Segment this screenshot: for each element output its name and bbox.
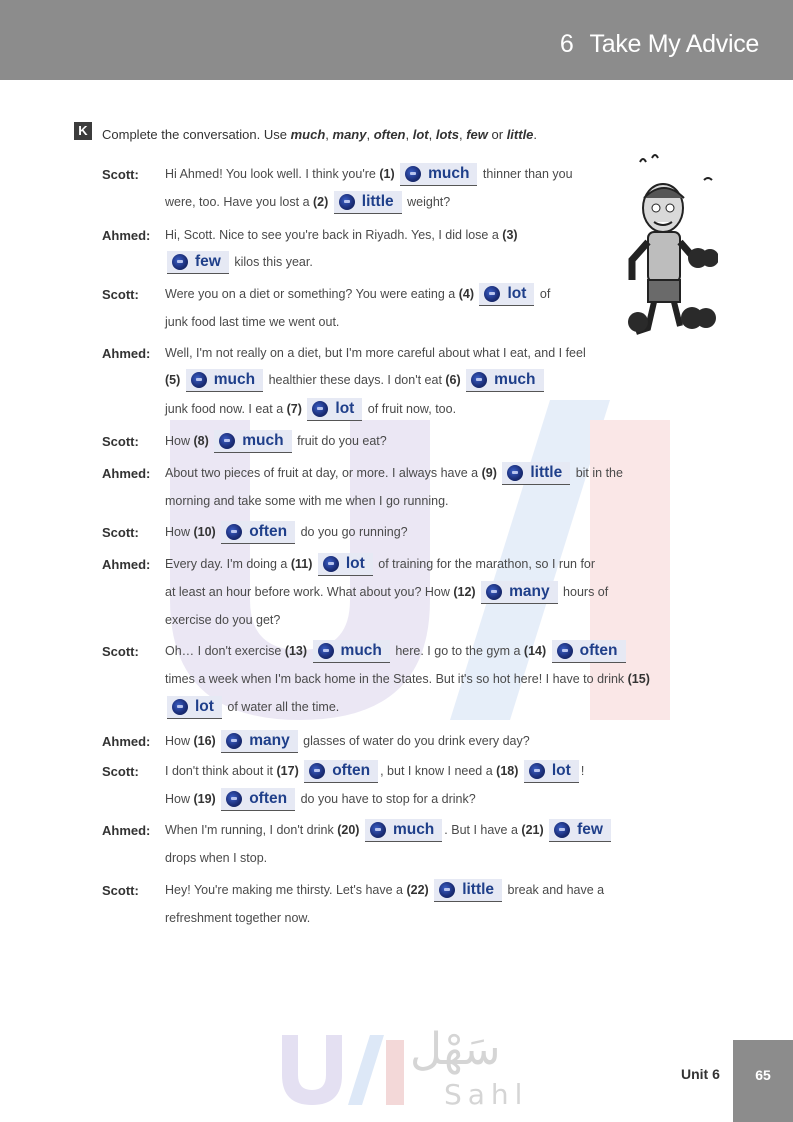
blank-number: (5) <box>165 373 181 387</box>
answer-text: lot <box>345 555 365 573</box>
answer-5[interactable] <box>186 369 263 392</box>
blank-number: (2) <box>313 195 329 209</box>
answer-icon <box>557 643 573 659</box>
text: Oh… I don't exercise <box>165 644 285 658</box>
dialogue-line <box>165 668 650 690</box>
speaker-scott: Scott: <box>102 883 139 898</box>
dialogue-line <box>165 581 608 603</box>
answer-icon <box>484 286 500 302</box>
answer-15[interactable] <box>167 696 222 719</box>
answer-icon <box>486 584 502 600</box>
dialogue-line <box>165 342 586 364</box>
answer-icon <box>471 372 487 388</box>
text: , but I know I need a <box>380 764 497 778</box>
blank-number: (13) <box>284 644 308 658</box>
dialogue-line <box>165 191 450 213</box>
sep: , <box>325 127 333 142</box>
speaker-scott: Scott: <box>102 287 139 302</box>
exercise-instruction <box>102 127 537 142</box>
text: How <box>165 525 194 539</box>
answer-text: few <box>577 821 603 839</box>
text: Were you on a diet or something? You were eating a <box>165 287 459 301</box>
answer-text: lot <box>507 285 527 303</box>
answer-icon <box>507 465 523 481</box>
answer-21[interactable] <box>549 819 611 842</box>
text: ! <box>580 764 585 778</box>
chapter-name: Take My Advice <box>589 30 759 58</box>
answer-text: many <box>509 583 550 601</box>
dialogue-line <box>165 847 267 869</box>
dialogue-line <box>165 490 449 512</box>
text: Every day. I'm doing a <box>165 557 291 571</box>
answer-text: little <box>361 193 394 211</box>
speaker-scott: Scott: <box>102 434 139 449</box>
blank-number: (3) <box>502 228 518 242</box>
text: When I'm running, I don't drink <box>165 823 338 837</box>
dialogue-line <box>165 462 623 484</box>
blank-number: (9) <box>481 466 497 480</box>
word-few: few <box>466 127 488 142</box>
text: Hey! You're making me thirsty. Let's have a <box>165 883 407 897</box>
speaker-ahmed: Ahmed: <box>102 466 151 481</box>
speaker-scott: Scott: <box>102 167 139 182</box>
answer-text: much <box>242 432 284 450</box>
answer-icon <box>191 372 207 388</box>
answer-16[interactable] <box>221 730 298 753</box>
answer-icon <box>312 401 328 417</box>
text: Hi, Scott. Nice to see you're back in Riyadh. Yes, I did lose a <box>165 228 503 242</box>
footer-unit-label: Unit 6 <box>681 1066 720 1082</box>
answer-14[interactable] <box>552 640 626 663</box>
answer-3[interactable] <box>167 251 229 274</box>
answer-icon <box>339 194 355 210</box>
answer-2[interactable] <box>334 191 402 214</box>
answer-text: many <box>249 732 290 750</box>
text: of fruit now, too. <box>364 402 457 416</box>
blank-number: (20) <box>337 823 360 837</box>
sahl-logo-graphic <box>280 1030 410 1110</box>
exercise-badge: K <box>74 122 92 140</box>
sep: or <box>487 127 507 142</box>
answer-icon <box>172 254 188 270</box>
word-often: often <box>373 127 406 142</box>
dialogue-line <box>165 788 476 810</box>
answer-icon <box>529 763 545 779</box>
weightlifter-illustration <box>618 150 718 340</box>
answer-icon <box>226 524 242 540</box>
answer-1[interactable] <box>400 163 477 186</box>
speaker-ahmed: Ahmed: <box>102 734 151 749</box>
blank-number: (21) <box>521 823 544 837</box>
sep: , <box>405 127 413 142</box>
blank-number: (19) <box>193 792 216 806</box>
answer-icon <box>226 791 242 807</box>
answer-22[interactable] <box>434 879 502 902</box>
answer-icon <box>219 433 235 449</box>
answer-icon <box>226 733 242 749</box>
dialogue-line <box>165 819 613 841</box>
logo-arabic-text: سَهْل <box>410 1024 501 1075</box>
text: bit in the <box>572 466 623 480</box>
text: here. I go to the gym a <box>391 644 524 658</box>
answer-text: much <box>392 821 435 839</box>
text: fruit do you eat? <box>293 434 387 448</box>
text: junk food last time we went out. <box>165 315 340 329</box>
dialogue-line <box>165 311 339 333</box>
answer-text: much <box>494 371 536 389</box>
blank-number: (4) <box>458 287 474 301</box>
blank-number: (14) <box>523 644 547 658</box>
dialogue-line <box>165 224 518 246</box>
text: How <box>165 792 194 806</box>
text: times a week when I'm back home in the States. But it's so hot here! I have to drink <box>165 672 628 686</box>
dialogue-line <box>165 251 313 273</box>
text: Hi Ahmed! You look well. I think you're <box>165 167 380 181</box>
answer-text: much <box>340 642 382 660</box>
speaker-ahmed: Ahmed: <box>102 228 151 243</box>
answer-7[interactable] <box>307 398 362 421</box>
text: healthier these days. I don't eat <box>265 373 446 387</box>
text: do you have to stop for a drink? <box>297 792 476 806</box>
dialogue-line <box>165 760 584 782</box>
answer-text: often <box>249 790 288 808</box>
text: How <box>165 434 194 448</box>
text: drops when I stop. <box>165 851 268 865</box>
speaker-ahmed: Ahmed: <box>102 557 151 572</box>
unit-number: 6 <box>559 30 574 58</box>
text: weight? <box>403 195 451 209</box>
speaker-ahmed: Ahmed: <box>102 346 151 361</box>
text: morning and take some with me when I go running. <box>165 494 449 508</box>
dialogue-line <box>165 640 628 662</box>
dialogue-line <box>165 398 456 420</box>
text: . But I have a <box>444 823 522 837</box>
answer-icon <box>309 763 325 779</box>
answer-11[interactable] <box>318 553 373 576</box>
answer-text: often <box>332 762 371 780</box>
dialogue-line <box>165 553 595 575</box>
dialogue-line <box>165 879 604 901</box>
text: About two pieces of fruit at day, or more. I always have a <box>165 466 482 480</box>
text: thinner than you <box>479 167 573 181</box>
answer-6[interactable] <box>466 369 543 392</box>
answer-13[interactable] <box>313 640 390 663</box>
text: Well, I'm not really on a diet, but I'm more careful about what I eat, and I feel <box>165 346 586 360</box>
blank-number: (10) <box>193 525 216 539</box>
answer-12[interactable] <box>481 581 558 604</box>
answer-text: lot <box>195 698 214 716</box>
instruction-text: Complete the conversation. Use <box>102 127 291 142</box>
answer-text: often <box>249 523 288 541</box>
answer-18[interactable] <box>524 760 579 783</box>
word-little: little <box>506 127 534 142</box>
answer-text: lot <box>335 400 355 418</box>
logo-english-text: Sahl <box>444 1078 529 1111</box>
dialogue-line <box>165 609 280 631</box>
page-header <box>0 0 793 80</box>
answer-icon <box>370 822 386 838</box>
sep: , <box>458 127 467 142</box>
text: of training for the marathon, so I run for <box>374 557 596 571</box>
blank-number: (6) <box>445 373 461 387</box>
blank-number: (15) <box>627 672 650 686</box>
answer-20[interactable] <box>365 819 442 842</box>
dialogue-line <box>165 521 408 543</box>
blank-number: (16) <box>193 734 216 748</box>
speaker-scott: Scott: <box>102 644 139 659</box>
sep: , <box>366 127 374 142</box>
answer-8[interactable] <box>214 430 291 453</box>
answer-icon <box>554 822 570 838</box>
word-lots: lots <box>435 127 459 142</box>
word-much: much <box>290 127 326 142</box>
text: junk food now. I eat a <box>165 402 287 416</box>
blank-number: (17) <box>276 764 299 778</box>
answer-text: few <box>195 253 221 271</box>
answer-text: little <box>462 881 495 899</box>
sep: , <box>428 127 436 142</box>
dialogue-line <box>165 283 550 305</box>
text: do you go running? <box>297 525 408 539</box>
text: refreshment together now. <box>165 911 311 925</box>
text: hours of <box>559 585 609 599</box>
speaker-ahmed: Ahmed: <box>102 823 151 838</box>
dialogue-line <box>165 163 573 185</box>
dialogue-line <box>165 430 387 452</box>
word-many: many <box>332 127 367 142</box>
page-number: 65 <box>733 1040 793 1122</box>
dialogue-line <box>165 696 339 718</box>
answer-text: much <box>428 165 470 183</box>
answer-icon <box>172 699 188 715</box>
text: were, too. Have you lost a <box>165 195 313 209</box>
blank-number: (22) <box>406 883 429 897</box>
text: at least an hour before work. What about you? How <box>165 585 454 599</box>
answer-4[interactable] <box>479 283 534 306</box>
text: kilos this year. <box>230 255 313 269</box>
blank-number: (12) <box>453 585 476 599</box>
blank-number: (11) <box>290 557 313 571</box>
blank-number: (18) <box>496 764 519 778</box>
text: How <box>165 734 194 748</box>
speaker-scott: Scott: <box>102 764 139 779</box>
answer-text: often <box>579 642 618 660</box>
speaker-scott: Scott: <box>102 525 139 540</box>
answer-19[interactable] <box>221 788 295 811</box>
dialogue-line <box>165 730 530 752</box>
answer-10[interactable] <box>221 521 295 544</box>
blank-number: (8) <box>193 434 209 448</box>
blank-number: (7) <box>286 402 302 416</box>
word-lot: lot <box>412 127 429 142</box>
text: glasses of water do you drink every day? <box>299 734 530 748</box>
text: of water all the time. <box>223 700 340 714</box>
answer-9[interactable] <box>502 462 570 485</box>
answer-icon <box>323 556 339 572</box>
sep: . <box>533 127 538 142</box>
blank-number: (1) <box>379 167 395 181</box>
text: I don't think about it <box>165 764 277 778</box>
answer-text: little <box>530 464 563 482</box>
answer-17[interactable] <box>304 760 378 783</box>
answer-text: lot <box>551 762 571 780</box>
text: of <box>536 287 551 301</box>
text: exercise do you get? <box>165 613 281 627</box>
dialogue-line <box>165 907 310 929</box>
chapter-title <box>560 30 759 59</box>
answer-icon <box>405 166 421 182</box>
answer-icon <box>318 643 334 659</box>
text: break and have a <box>504 883 605 897</box>
answer-icon <box>439 882 455 898</box>
answer-text: much <box>213 371 256 389</box>
dialogue-line <box>165 369 546 391</box>
